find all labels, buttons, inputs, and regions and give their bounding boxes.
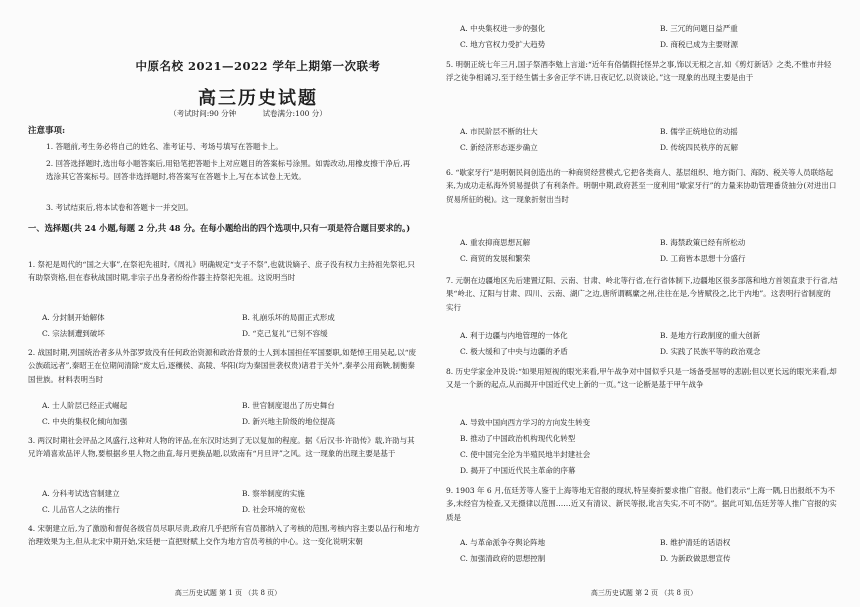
option: D. 商税已成为主要财源 [660,40,739,49]
section-heading: 一、选择题(共 24 小题,每题 2 分,共 48 分。在每小题给出的四个选项中,只有一项是符合题目要求的。) [28,223,411,233]
option: D. 传统四民秩序的瓦解 [660,143,739,152]
option: A. 士人阶层已经正式崛起 [42,401,128,410]
question-stem: 1. 祭祀是周代的“国之大事”,在祭祀先祖时,《周礼》明确规定“支子不祭”,也就说嫡子、庶子没有权力主持祖先祭祀,只有助祭资格,但在春秋战国时期,非宗子出身者纷纷作器主持祭祀先祖。这说明当时 [28,260,415,283]
option: B. 海禁政策已经有所松动 [660,238,746,247]
page-footer: 高三历史试题 第 1 页 （共 8 页） [174,589,282,597]
option: A. 导致中国向西方学习的方向发生转变 [460,418,591,427]
exam-time: （考试时间:90 分钟 [169,109,237,118]
option: A. 与革命派争夺舆论阵地 [460,538,546,547]
option: B. 察举制度的实施 [242,489,305,498]
option: C. 儿品官人之法的推行 [42,505,120,514]
option: D. 工商皆本思想十分盛行 [660,254,746,263]
exam-title: 中原名校 2021—2022 学年上期第一次联考 [135,59,381,73]
option: B. 是地方行政制度的重大创新 [660,331,761,340]
option: B. 推动了中国政治机构现代化转型 [460,434,576,443]
question-stem: 6. “歇家牙行”是明朝民间创造出的一种商贸经营模式,它把各类商人、基层组织、地方衙门、海防、税关等人员联络起来,为成功走私海外贸易提供了有利条件。明朝中期,政府甚至一度利用“歇家牙行”的力量来协助管理番货抽分(对进出口贸易所征的税)。这一现象折射出当时 [446,168,837,204]
option: B. 维护清廷的话语权 [660,538,731,547]
question-stem: 7. 元朝在边疆地区先后建置辽阳、云南、甘肃、岭北等行省,在行省体制下,边疆地区很多部落和地方首领直隶于行省,结果“岭北、辽阳与甘肃、四川、云南、湖广之边,唐所谓羁縻之州,往往在是,今皆赋役之,比于内地”。这表明行省制度的实行 [446,276,838,312]
option: B. 三冗的问题日益严重 [660,24,738,33]
option: B. 礼崩乐坏的局面正式形成 [242,313,335,322]
option: D. 实践了民族平等的政治观念 [660,347,761,356]
option: C. 商贸的发展和繁荣 [460,254,531,263]
note-item: 3. 考试结束后,将本试卷和答题卡一并交回。 [46,203,193,212]
option: C. 使中国完全沦为半殖民地半封建社会 [460,450,591,459]
option: A. 中央集权进一步的强化 [460,24,546,33]
option: B. 儒学正统地位的动摇 [660,127,738,136]
option: C. 宗法制遭到破坏 [42,329,105,338]
question-stem: 5. 明朝正统七年三月,国子祭酒李勉上言道:“近年有俗儒假托怪异之事,饰以无根之言,如《剪灯新话》之类,不惟市井轻浮之徒争相诵习,至于经生儒士多舍正学不讲,日夜记忆,以资谈论。”这一现象的出现主要是由于 [446,60,832,83]
option: C. 极大缓和了中央与边疆的矛盾 [460,347,568,356]
page-2 [446,0,842,607]
option: D. “克己复礼”已刻不容缓 [242,329,328,338]
note-item: 1. 答题前,考生务必将自己的姓名、准考证号、考场号填写在答题卡上。 [46,142,283,151]
option: C. 加强清政府的思想控制 [460,554,546,563]
option: C. 地方官权力受扩大趋势 [460,40,546,49]
option: A. 分科考试选官制建立 [42,489,120,498]
option: C. 中央的集权化倾向加强 [42,417,128,426]
option: C. 新经济形态逐步确立 [460,143,538,152]
note-item: 2. 回答选择题时,选出每小题答案后,用铅笔把答题卡上对应题目的答案标号涂黑。如需改动,用橡皮擦干净后,再选涂其它答案标号。回答非选择题时,将答案写在答题卡上,写在本试卷上无效。 [46,159,411,181]
option: D. 揭开了中国近代民主革命的序幕 [460,466,576,475]
option: D. 为新政做思想宣传 [660,554,731,563]
option: A. 利于边疆与内地管理的一体化 [460,331,568,340]
exam-info [68,108,428,119]
page-1 [28,0,428,607]
notes-heading: 注意事项: [28,126,66,136]
option: A. 市民阶层不断的壮大 [460,127,538,136]
subject-title: 高三历史试题 [198,88,318,109]
option: A. 重农抑商思想瓦解 [460,238,531,247]
question-stem: 8. 历史学家金冲及说:“如果用短视的眼光来看,甲午战争对中国似乎只是一场备受屈辱的悲剧;但以更长远的眼光来看,却又是一个新的起点,从而揭开中国近代史上新的一页。”这一论断是基于甲午战争 [446,367,837,390]
question-stem: 3. 两汉时期社会评品之风盛行,这种对人物的评品,在东汉时达到了无以复加的程度。据《后汉书·许劭传》载,许劭与其兄许靖喜欢品评人物,要根据乡里人物之曲直,每月更换品题,以致南有“月旦评”之风。这一现象的出现主要是基于 [28,436,415,459]
question-stem: 2. 战国时期,列国统治者多从外部罗致没有任何政治资源和政治背景的士人到本国担任军国要职,如楚悼王用吴起,以“废公族疏远者”,秦昭王在位期间清除“废太后,逐穰侯、高陵、华阳(均为秦国世袭权贵)诸君于关外”,秦孝公用商鞅,制衡秦国世族。材料表明当时 [28,348,417,384]
option: A. 分封制开始解体 [42,313,105,322]
option: D. 新兴地主阶级的地位提高 [242,417,336,426]
exam-score: 试卷满分:100 分） [262,109,327,118]
question-stem: 9. 1903 年 6 月,伍廷芳等人鉴于上海等地无官报的现状,特呈奏折要求推广官报。他们表示“上海一隅,日出报纸不为不多,未经官为检查,又无摄律以范围……近又有清议、新民等报,讹言失实,不可不防”。据此可知,伍廷芳等人推广官报的实质是 [446,486,837,522]
option: B. 世官制度退出了历史舞台 [242,401,335,410]
option: D. 社会环境的宽松 [242,505,306,514]
page-footer: 高三历史试题 第 2 页 （共 8 页） [590,589,698,597]
question-stem: 4. 宋朝建立后,为了激励和督促各级官员尽职尽责,政府几乎把所有官员都纳入了考核的范围,考核内容主要以品行和地方治理效果为主,但从北宋中期开始,宋廷便一直把财赋上交作为地方官员考核的中心。这一变化说明宋朝 [28,524,420,547]
